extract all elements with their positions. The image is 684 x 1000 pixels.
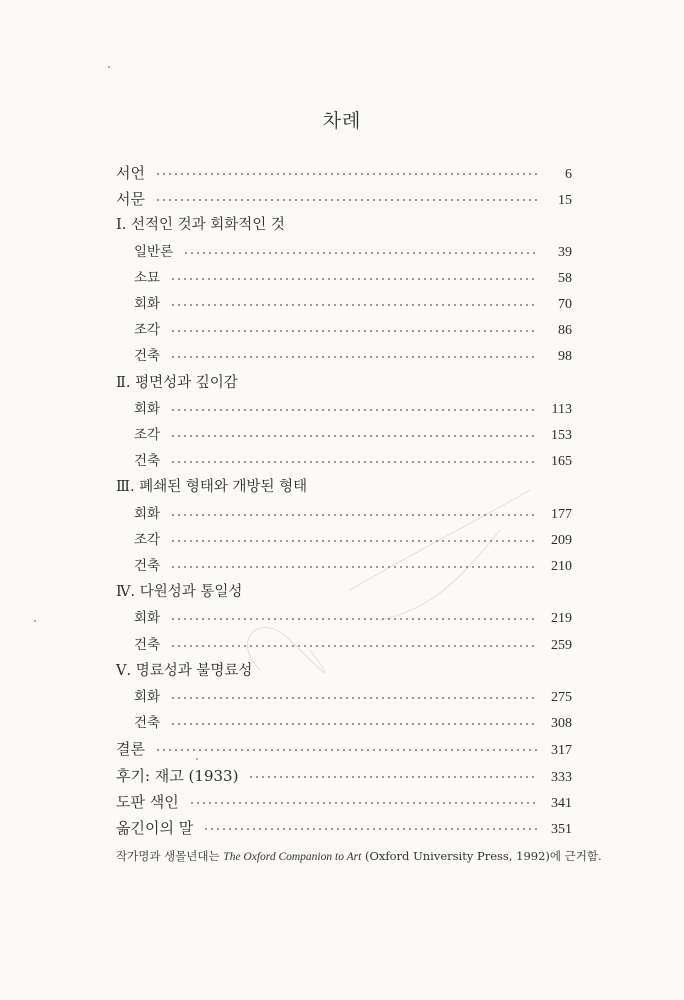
- dot-leader: [203, 828, 538, 830]
- toc-page-number: 351: [551, 822, 572, 837]
- footnote-text-after: (Oxford University Press, 1992)에 근거함.: [361, 849, 602, 863]
- toc-page-number: 219: [551, 611, 572, 627]
- dot-leader: [170, 330, 538, 332]
- toc-entry: [134, 398, 572, 420]
- toc-entry-label: 결론: [116, 740, 145, 759]
- toc-entry-label: 일반론: [134, 243, 174, 260]
- dot-leader: [170, 514, 538, 516]
- toc-page-number: 86: [558, 323, 572, 339]
- toc-entry: [116, 765, 572, 787]
- dot-leader: [170, 435, 538, 437]
- toc-entry-label: 회화: [134, 689, 161, 705]
- dot-leader: [170, 566, 538, 568]
- toc-page-number: 15: [558, 193, 572, 209]
- toc-page-number: 113: [551, 401, 572, 417]
- dot-leader: [170, 540, 538, 542]
- toc-section-heading: [116, 660, 572, 682]
- footnote-book-title: The Oxford Companion to Art: [223, 851, 362, 863]
- toc-entry: [134, 607, 572, 629]
- toc-entry-label: 조각: [134, 531, 161, 548]
- dot-leader: [170, 461, 538, 463]
- toc-page-number: 98: [558, 349, 572, 365]
- toc-page-number: 341: [551, 795, 572, 811]
- paper-speck: [108, 66, 110, 68]
- toc-section-heading: [116, 214, 572, 236]
- toc-entry-label: 조각: [134, 322, 161, 339]
- dot-leader: [183, 252, 538, 254]
- toc-entry: [134, 241, 572, 263]
- toc-page-number: 209: [551, 532, 572, 548]
- footnote: [116, 848, 602, 864]
- toc-entry-label: 회화: [134, 296, 161, 312]
- toc-page-number: 70: [558, 297, 572, 312]
- toc-page-number: 308: [551, 716, 572, 732]
- toc-entry-label: 건축: [134, 348, 161, 365]
- toc-entry: [134, 712, 572, 734]
- toc-page-number: 177: [551, 506, 572, 522]
- toc-entry-label: Ⅱ. 평면성과 깊이감: [116, 374, 238, 391]
- toc-entry: [134, 529, 572, 551]
- toc-entry: [134, 555, 572, 577]
- toc-entry: [134, 503, 572, 525]
- toc-section-heading: [116, 581, 572, 603]
- toc-entry-label: Ⅲ. 폐쇄된 형태와 개방된 형태: [116, 479, 308, 496]
- dot-leader: [170, 697, 538, 699]
- dot-leader: [170, 278, 538, 280]
- toc-entry: [134, 293, 572, 315]
- dot-leader: [170, 618, 538, 620]
- toc-page-number: 317: [551, 743, 572, 759]
- toc-entry: [134, 450, 572, 472]
- toc-entry-label: 조각: [134, 427, 161, 443]
- dot-leader: [170, 304, 538, 306]
- toc-entry: [134, 319, 572, 341]
- dot-leader: [248, 776, 538, 778]
- toc-page-number: 275: [551, 690, 572, 705]
- toc-page-number: 333: [551, 769, 572, 785]
- toc-entry: [134, 634, 572, 656]
- toc-entry-label: 옮긴이의 말: [116, 819, 194, 837]
- paper-speck: [34, 620, 36, 622]
- toc-entry-label: 회화: [134, 400, 161, 417]
- toc-entry-label: Ⅴ. 명료성과 불명료성: [116, 662, 253, 679]
- toc-page-number: 58: [558, 270, 572, 286]
- toc-entry: [134, 686, 572, 708]
- toc-entry: [134, 345, 572, 367]
- toc-entry-label: 건축: [134, 715, 161, 732]
- toc-page-number: 6: [565, 167, 572, 182]
- toc-page-number: 259: [551, 637, 572, 653]
- dot-leader: [170, 409, 538, 411]
- toc-entry: [116, 188, 572, 210]
- toc-entry: [116, 817, 572, 839]
- toc-page-number: 153: [551, 428, 572, 443]
- toc-page-number: 39: [558, 244, 572, 260]
- dot-leader: [155, 749, 538, 751]
- toc-entry-label: Ⅳ. 다원성과 통일성: [116, 584, 243, 601]
- dot-leader: [189, 802, 538, 804]
- toc-page-number: 210: [551, 559, 572, 574]
- toc-section-heading: [116, 372, 572, 394]
- toc-entry: [134, 424, 572, 446]
- footnote-text-before: 작가명과 생몰년대는: [116, 849, 224, 863]
- toc-entry: [134, 267, 572, 289]
- toc-entry-label: 건축: [134, 558, 161, 574]
- toc-entry-label: 도판 색인: [116, 792, 179, 811]
- toc-entry-label: 후기: 재고 (1933): [116, 766, 239, 785]
- toc-entry-label: Ⅰ. 선적인 것과 회화적인 것: [116, 217, 285, 234]
- toc-entry-label: 소묘: [134, 269, 161, 286]
- toc-entry-label: 회화: [134, 610, 161, 627]
- toc-entry-label: 건축: [134, 453, 161, 470]
- toc-entry-label: 회화: [134, 505, 161, 522]
- toc-page-number: 165: [551, 454, 572, 470]
- toc-section-heading: [116, 476, 572, 498]
- toc-entry: [116, 162, 572, 184]
- toc-entry: [116, 738, 572, 760]
- toc-entry-label: 서문: [116, 190, 145, 209]
- toc-entry: [116, 791, 572, 813]
- toc-entry-label: 건축: [134, 636, 161, 653]
- dot-leader: [170, 723, 538, 725]
- toc-entry-label: 서언: [116, 164, 145, 182]
- page-title: 차례: [322, 110, 362, 132]
- dot-leader: [155, 199, 538, 201]
- dot-leader: [155, 173, 538, 175]
- paper-speck: [196, 758, 198, 760]
- dot-leader: [170, 356, 538, 358]
- dot-leader: [170, 645, 538, 647]
